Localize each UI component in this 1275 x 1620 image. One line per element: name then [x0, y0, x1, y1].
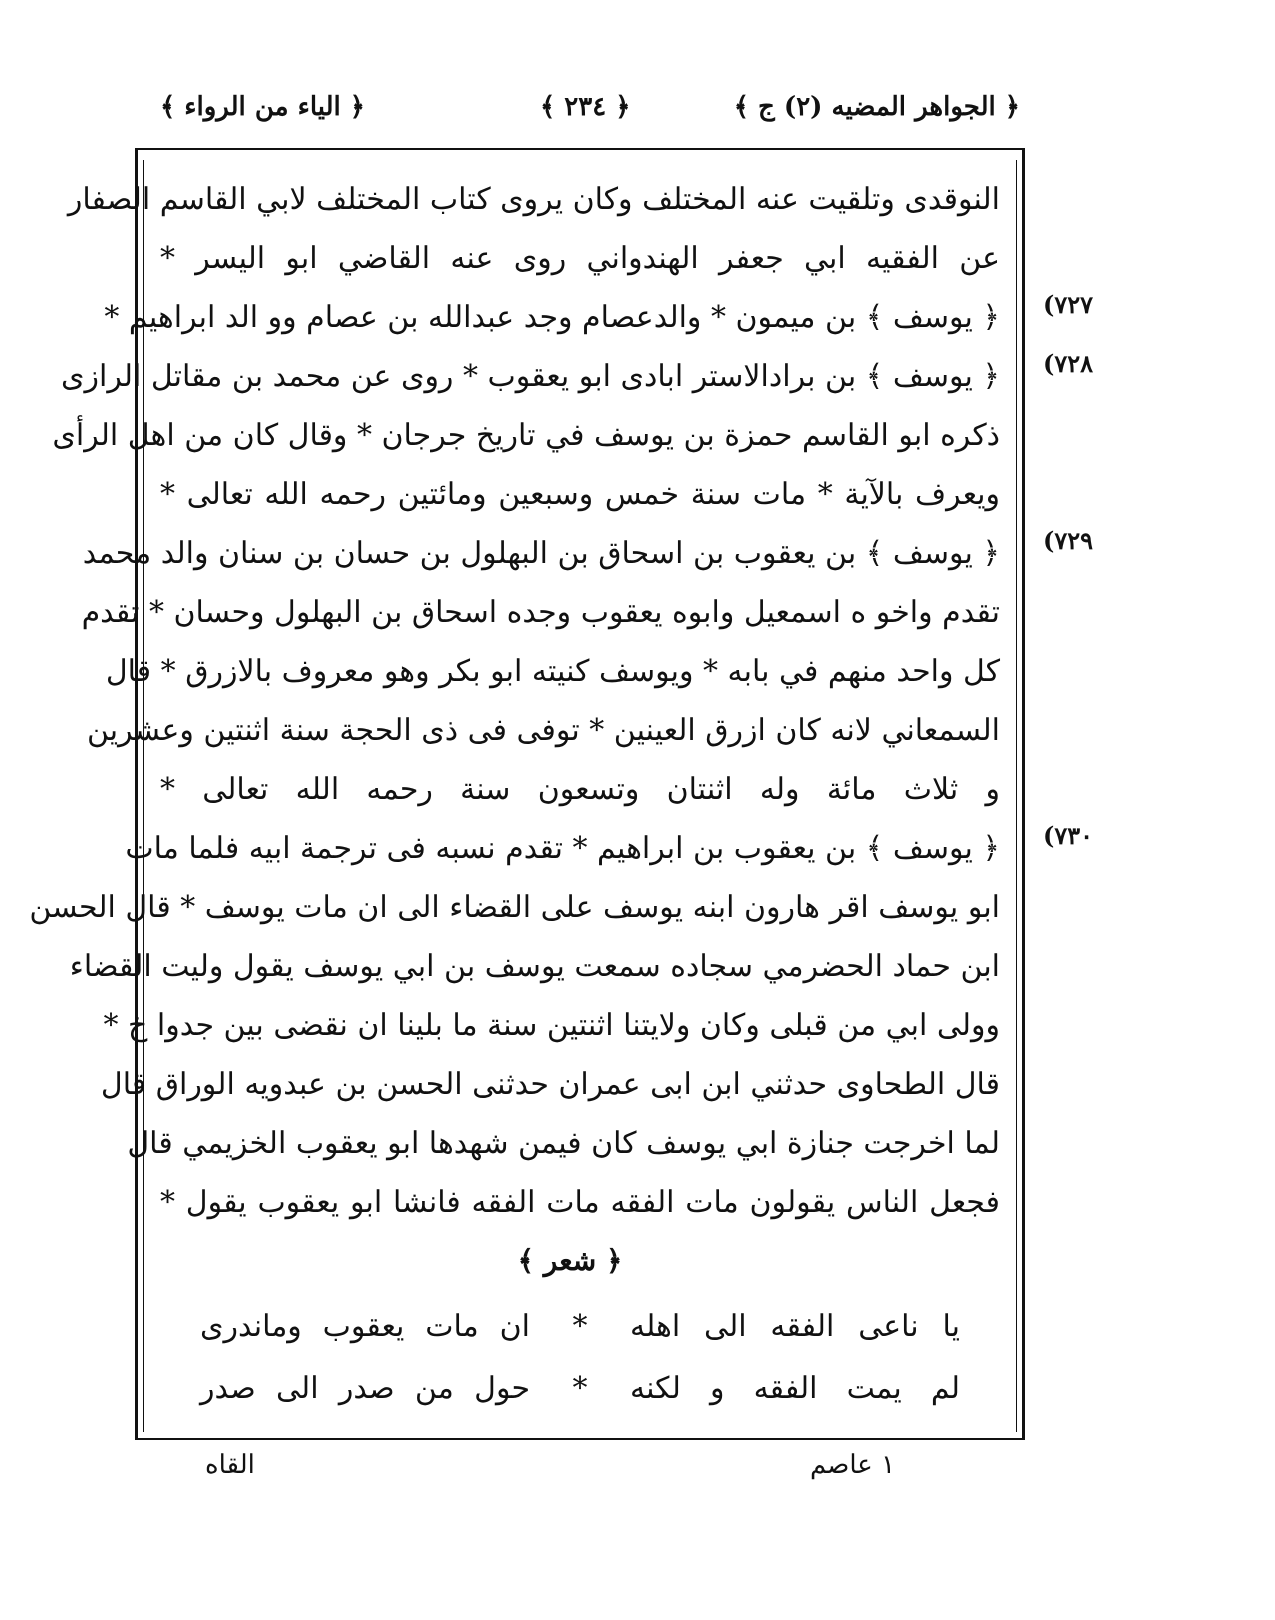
entry-number-728: (٧٢٨ [1042, 349, 1094, 378]
text-line: ذكره ابو القاسم حمزة بن يوسف في تاريخ جرجان * وقال كان من اهل الرأى [52, 418, 1000, 453]
text-line: كل واحد منهم في بابه * ويوسف كنيته ابو بكر وهو معروف بالازرق * قال [105, 654, 1000, 689]
text-line: السمعاني لانه كان ازرق العينين * توفى فى ذى الحجة سنة اثنتين وعشرين [86, 713, 1000, 748]
text-line: ﴿ يوسف ﴾ بن يعقوب بن اسحاق بن البهلول بن حسان بن سنان والد محمد [82, 536, 1000, 571]
poem-separator: * [572, 1309, 588, 1344]
text-line: و ثلاث مائة وله اثنتان وتسعون سنة رحمه الله تعالى * [160, 772, 1000, 807]
poem-second-hemistich: حول من صدر الى صدر [200, 1371, 530, 1406]
text-line: ويعرف بالآية * مات سنة خمس وسبعين ومائتين رحمه الله تعالى * [160, 477, 1000, 512]
text-line: عن الفقيه ابي جعفر الهندواني روى عنه القاضي ابو اليسر * [160, 241, 1000, 276]
header-section-title: ﴿ الياء من الرواء ﴾ [160, 92, 366, 122]
text-line: ﴿ يوسف ﴾ بن برادالاستر ابادى ابو يعقوب * روى عن محمد بن مقاتل الرازى [61, 359, 1000, 394]
text-line: وولى ابي من قبلى وكان ولايتنا اثنتين سنة ما بلينا ان نقضى بين جدوا خ * [103, 1008, 1000, 1043]
text-line: قال الطحاوى حدثني ابن ابى عمران حدثنى الحسن بن عبدويه الوراق قال [100, 1067, 1000, 1102]
poem-first-hemistich: يا ناعى الفقه الى اهله [630, 1309, 960, 1344]
poem-separator: * [572, 1371, 588, 1406]
poem-first-hemistich: لم يمت الفقه و لكنه [630, 1371, 960, 1406]
poem-heading: ﴿ شعر ﴾ [517, 1244, 623, 1277]
entry-number-729: (٧٢٩ [1042, 526, 1094, 555]
poem-second-hemistich: ان مات يعقوب وماندرى [200, 1309, 530, 1344]
poem-verse [200, 1296, 960, 1358]
footnote-1: ١ عاصم [810, 1450, 896, 1480]
poem [200, 1296, 960, 1420]
entry-number-730: (٧٣٠ [1042, 821, 1094, 850]
running-header [140, 92, 1020, 142]
footnote-2: القاه [205, 1450, 255, 1480]
entry-number-727: (٧٢٧ [1042, 290, 1094, 319]
main-text [29, 170, 1000, 1232]
text-line: فجعل الناس يقولون مات الفقه مات الفقه فانشا ابو يعقوب يقول * [160, 1185, 1000, 1220]
text-line: ﴿ يوسف ﴾ بن يعقوب بن ابراهيم * تقدم نسبه فى ترجمة ابيه فلما مات [125, 831, 1000, 866]
text-line: لما اخرجت جنازة ابي يوسف كان فيمن شهدها ابو يعقوب الخزيمي قال [127, 1126, 1000, 1161]
text-line: ابن حماد الحضرمي سجاده سمعت يوسف بن ابي يوسف يقول وليت القضاء [69, 949, 1000, 984]
text-line: النوقدى وتلقيت عنه المختلف وكان يروى كتاب المختلف لابي القاسم الصفار [67, 182, 1000, 217]
text-line: ابو يوسف اقر هارون ابنه يوسف على القضاء الى ان مات يوسف * قال الحسن [29, 890, 1000, 925]
poem-verse [200, 1358, 960, 1420]
text-line: تقدم واخو ه اسمعيل وابوه يعقوب وجده اسحاق بن البهلول وحسان * تقدم [81, 595, 1000, 630]
text-line: ﴿ يوسف ﴾ بن ميمون * والدعصام وجد عبدالله بن عصام وو الد ابراهيم * [104, 300, 1000, 335]
header-book-title: ﴿ الجواهر المضيه (٢) ج ﴾ [733, 92, 1020, 122]
header-page-number: ﴿ ٢٣٤ ﴾ [540, 92, 631, 122]
